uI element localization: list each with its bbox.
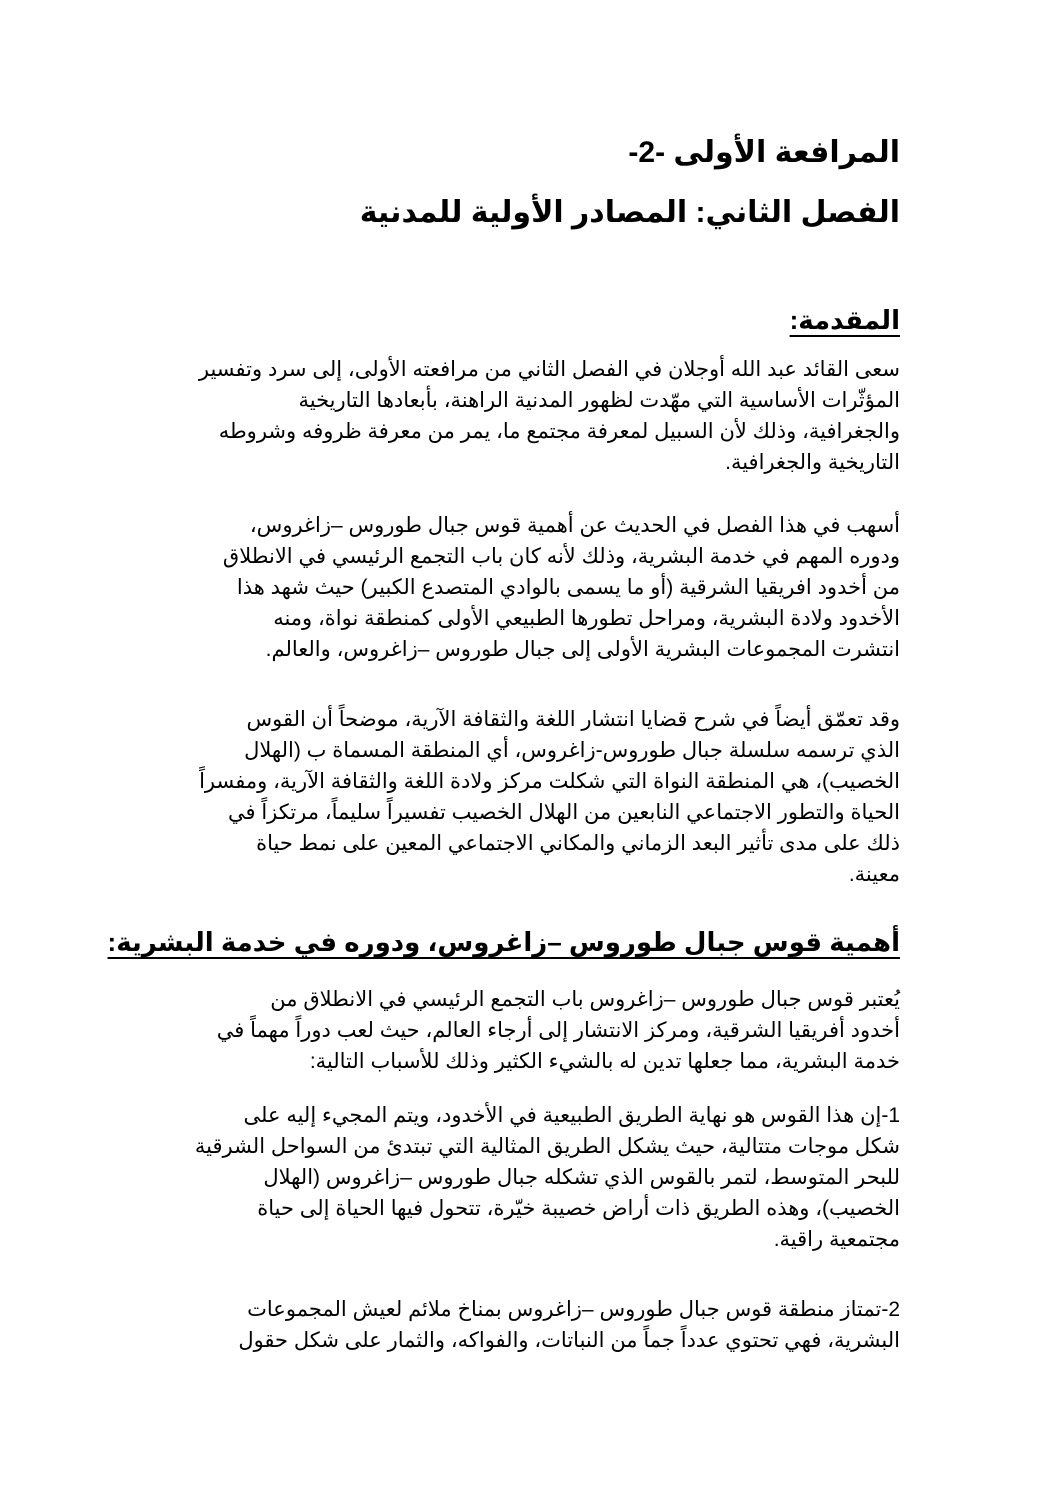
text-line: أسهب في هذا الفصل في الحديث عن أهمية قوس جبال طوروس –زاغروس،	[249, 514, 900, 537]
text-line: شكل موجات متتالية، حيث يشكل الطريق المثالية التي تبتدئ من السواحل الشرقية	[194, 1135, 900, 1158]
text-line: البشرية، فهي تحتوي عدداً جماً من النباتات، والفواكه، والثمار على شكل حقول	[238, 1329, 900, 1352]
text-line: الحياة والتطور الاجتماعي النابعين من الهلال الخصيب تفسيراً سليماً، مرتكزاً في	[227, 801, 900, 824]
text-line: الخصيب)، هي المنطقة النواة التي شكلت مركز ولادة اللغة والثقافة الآرية، ومفسراً	[199, 770, 900, 793]
text-line: 2-تمتاز منطقة قوس جبال طوروس –زاغروس بمناخ ملائم لعيش المجموعات	[247, 1298, 900, 1321]
text-line: الذي ترسمه سلسلة جبال طوروس-زاغروس، أي المنطقة المسماة ب (الهلال	[244, 739, 900, 762]
text-line: الأخدود ولادة البشرية، ومراحل تطورها الطبيعي الأولى كمنطقة نواة، ومنه	[273, 607, 900, 630]
chapter-title: الفصل الثاني: المصادر الأولية للمدنية	[359, 196, 900, 229]
text-line: مجتمعية راقية.	[773, 1228, 900, 1251]
text-line: الخصيب)، وهذه الطريق ذات أراض خصيبة خيّرة، تتحول فيها الحياة إلى حياة	[257, 1197, 900, 1220]
text-line: 1-إن هذا القوس هو نهاية الطريق الطبيعية في الأخدود، ويتم المجيء إليه على	[243, 1104, 900, 1127]
text-line: من أخدود افريقيا الشرقية (أو ما يسمى بالوادي المتصدع الكبير) حيث شهد هذا	[236, 576, 900, 599]
section-paragraph-1	[158, 984, 900, 1077]
text-line: للبحر المتوسط، لتمر بالقوس الذي تشكله جبال طوروس –زاغروس (الهلال	[263, 1166, 900, 1189]
document-title: المرافعة الأولى -2-	[628, 136, 900, 169]
intro-paragraph-2	[158, 510, 900, 665]
text-line: وقد تعمّق أيضاً في شرح قضايا انتشار اللغة والثقافة الآرية، موضحاً أن القوس	[246, 708, 900, 731]
text-line: أخدود أفريقيا الشرقية، ومركز الانتشار إلى أرجاء العالم، حيث لعب دوراً مهماً في	[216, 1019, 900, 1042]
text-line: المؤثّرات الأساسية التي مهّدت لظهور المدنية الراهنة، بأبعادها التاريخية	[298, 389, 900, 412]
text-line: ذلك على مدى تأثير البعد الزماني والمكاني الاجتماعي المعين على نمط حياة	[256, 832, 900, 855]
text-line: انتشرت المجموعات البشرية الأولى إلى جبال طوروس –زاغروس، والعالم.	[265, 638, 900, 661]
text-line: معينة.	[848, 863, 900, 886]
text-line: ودوره المهم في خدمة البشرية، وذلك لأنه كان باب التجمع الرئيسي في الانطلاق	[222, 545, 900, 568]
section-paragraph-3	[158, 1294, 900, 1356]
intro-paragraph-1	[158, 354, 900, 478]
text-line: يُعتبر قوس جبال طوروس –زاغروس باب التجمع الرئيسي في الانطلاق من	[270, 988, 900, 1011]
section-paragraph-2	[158, 1100, 900, 1255]
intro-paragraph-3	[158, 704, 900, 890]
section-heading: أهمية قوس جبال طوروس –زاغروس، ودوره في خدمة البشرية:	[107, 927, 900, 957]
intro-heading: المقدمة:	[789, 305, 900, 335]
text-line: خدمة البشرية، مما جعلها تدين له بالشيء الكثير وذلك للأسباب التالية:	[309, 1050, 900, 1073]
text-line: التاريخية والجغرافية.	[725, 451, 900, 474]
text-line: سعى القائد عبد الله أوجلان في الفصل الثاني من مرافعته الأولى، إلى سرد وتفسير	[198, 358, 900, 381]
text-line: والجغرافية، وذلك لأن السبيل لمعرفة مجتمع ما، يمر من معرفة ظروفه وشروطه	[218, 420, 900, 443]
